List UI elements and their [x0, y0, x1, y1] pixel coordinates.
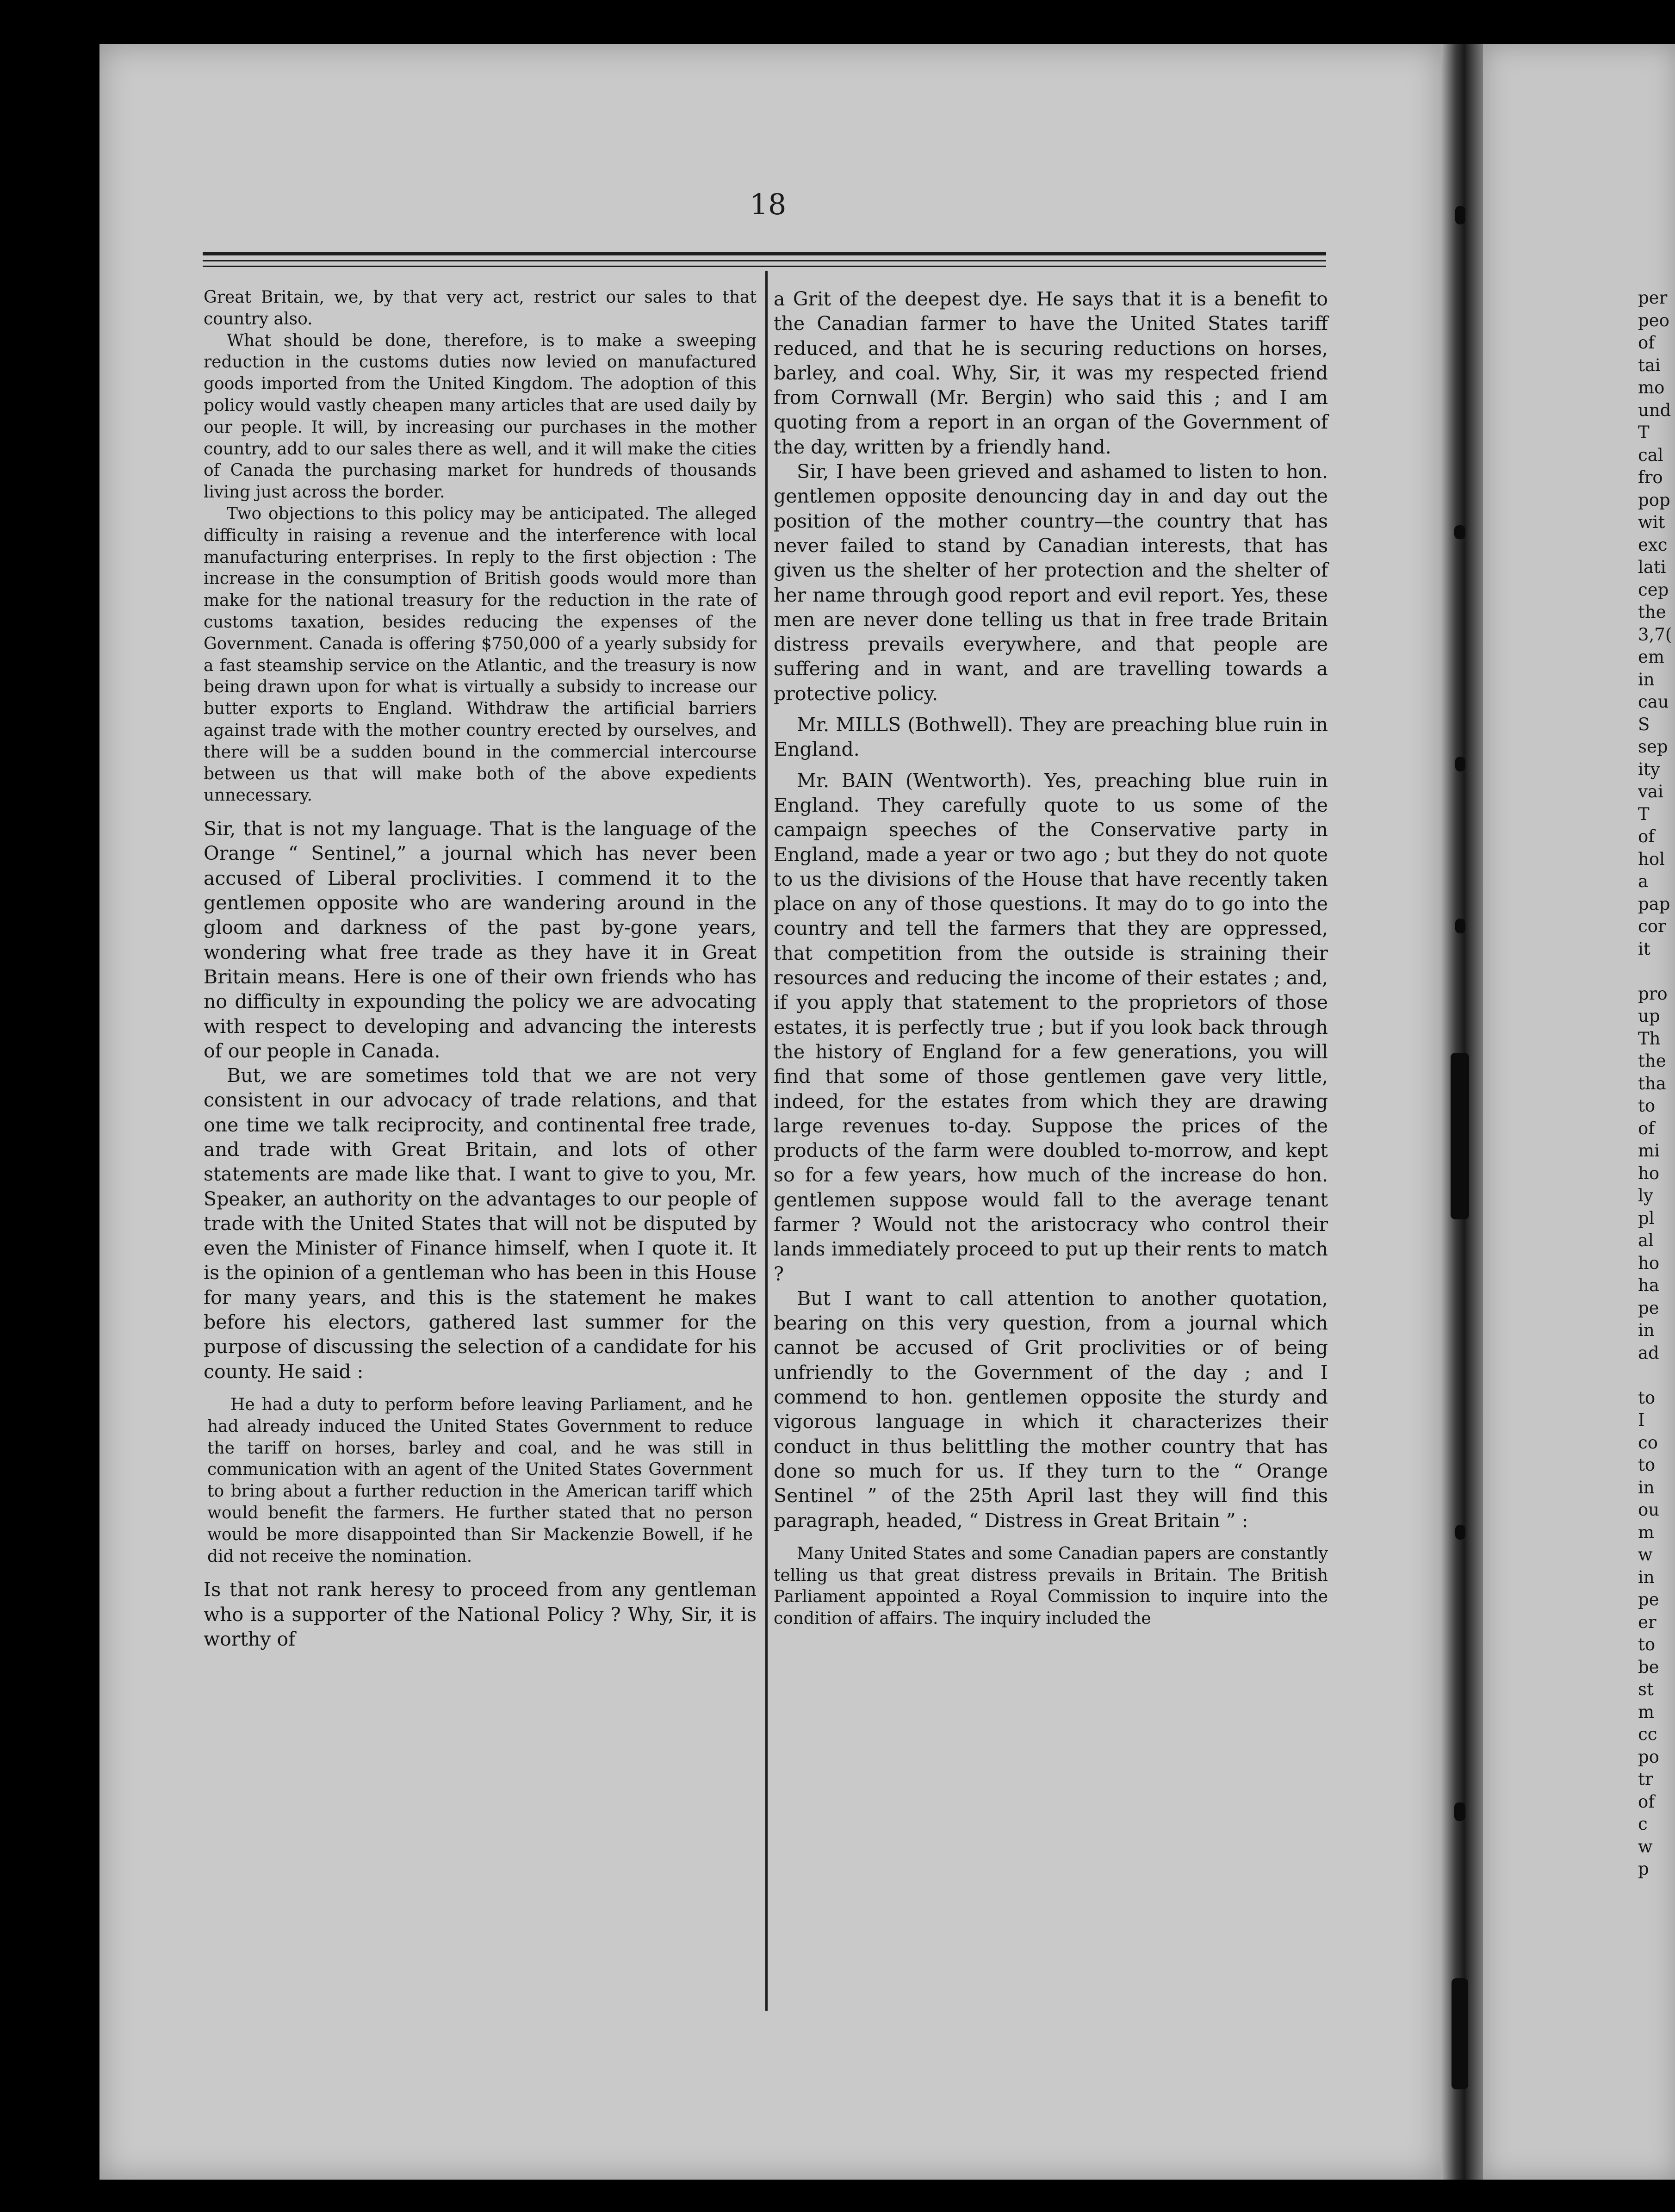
right-page-fragment: ho	[1638, 1163, 1660, 1183]
right-page-fragment: 3,7(	[1638, 624, 1672, 645]
right-page-fragment: in	[1638, 1320, 1655, 1340]
right-page-fragment: of	[1638, 333, 1655, 353]
header-rule	[203, 260, 1326, 261]
quoted-paragraph: He had a duty to perform before leaving Parliament, and he had already induced the United States Government to reduce the tariff on horses, barley and coal, and he was still in communication with an agent of the United States Government to bring about a further reduction in the American tariff which would benefit the farmers. He further stated that no person would be more disappointed than Sir Mackenzie Bowell, if he did not receive the nomination.	[207, 1395, 753, 1566]
book-gutter	[1441, 44, 1483, 2180]
right-page-fragment: exc	[1638, 534, 1668, 555]
header-rule	[203, 252, 1326, 255]
column-divider	[765, 271, 768, 2011]
speech-paragraph: But I want to call attention to another quotation, bearing on this very question, from a journal which cannot be accused of Grit proclivities or of being unfriendly to the Government of the day ; and I commend to hon. gentlemen opposite the sturdy and vigorous language in which it characterizes their conduct in thus belittling the mother country that has done so much for us. If they turn to the “ Orange Sentinel ” of the 25th April last they will find this paragraph, headed, “ Distress in Great Britain ” :	[774, 1287, 1328, 1532]
right-page-fragment: to	[1638, 1387, 1656, 1408]
right-page-fragment: tha	[1638, 1073, 1666, 1094]
speech-paragraph: Mr. BAIN (Wentworth). Yes, preaching blue ruin in England. They carefully quote to us some of the campaign speeches of the Conservative party in England, made a year or two ago ; but they do not quote to us the divisions of the House that have recently taken place on any of those questions. It may do to go into the country and tell the farmers that they are oppressed, that competition from the outside is straining their resources and reducing the income of their estates ; and, if you apply that statement to the proprietors of those estates, it is perfectly true ; but if you look back through the history of England for a few generations, you will find that some of those gentlemen gave very little, indeed, for the estates from which they are drawing large revenues to-day. Suppose the prices of the products of the farm were doubled to-morrow, and kept so for a few years, how much of the increase do hon. gentlemen suppose would fall to the average tenant farmer ? Would not the aristocracy who control their lands immediately proceed to put up their rents to match ?	[774, 769, 1328, 1285]
right-page-fragment: Th	[1638, 1028, 1661, 1049]
right-page-fragment: it	[1638, 938, 1650, 959]
speech-paragraph: But, we are sometimes told that we are not very consistent in our advocacy of trade relations, and that one time we talk reciprocity, and continental free trade, and trade with Great Britain, and lots of other statements are made like that. I want to give to you, Mr. Speaker, an authority on the advantages to our people of trade with the United States that will not be disputed by even the Minister of Finance himself, when I quote it. It is the opinion of a gentleman who has been in this House for many years, and this is the statement he makes before his electors, gathered last summer for the purpose of discussing the selection of a candidate for his county. He said :	[204, 1064, 757, 1383]
right-page-fragment: the	[1638, 602, 1666, 622]
right-page-fragment: cal	[1638, 445, 1663, 465]
right-page-fragment: in	[1638, 669, 1655, 690]
speech-paragraph: Sir, that is not my language. That is the language of the Orange “ Sentinel,” a journal which has never been accused of Liberal proclivities. I commend it to the gentlemen opposite who are wandering around in the gloom and darkness of the past by-gone years, wondering what free trade as they have it in Great Britain means. Here is one of their own friends who has no difficulty in expounding the policy we are advocating with respect to developing and advancing the interests of our people in Canada.	[204, 818, 757, 1062]
right-page-fragment: ha	[1638, 1275, 1659, 1295]
right-page-fragment: in	[1638, 1567, 1655, 1587]
right-page-fragment: co	[1638, 1432, 1658, 1453]
quoted-paragraph: Many United States and some Canadian papers are constantly telling us that great distress prevails in Britain. The British Parliament appointed a Royal Commission to inquire into the condition of affairs. The inquiry included the	[774, 1544, 1328, 1628]
page-number: 18	[750, 187, 787, 221]
right-page-fragment: w	[1638, 1545, 1653, 1565]
right-page-fragment: st	[1638, 1679, 1654, 1699]
right-page-fragment: sep	[1638, 737, 1668, 757]
right-page-fragment	[1638, 1364, 1675, 1387]
right-page-fragment: tr	[1638, 1769, 1653, 1789]
right-page-fragment: m	[1638, 1522, 1655, 1542]
right-page-fragment: be	[1638, 1657, 1659, 1677]
right-page-fragment: hol	[1638, 849, 1665, 869]
left-column	[204, 287, 757, 1652]
right-page-fragment: und	[1638, 400, 1671, 420]
right-page-fragment: cc	[1638, 1724, 1657, 1744]
right-page-fragment: ad	[1638, 1342, 1659, 1363]
right-page-fragment: pl	[1638, 1208, 1655, 1228]
gutter-mark	[1452, 1978, 1468, 2089]
right-page-fragment: w	[1638, 1836, 1653, 1857]
right-page-fragment: pe	[1638, 1298, 1659, 1318]
right-page-fragment: tai	[1638, 355, 1661, 375]
right-page-fragment: mi	[1638, 1141, 1660, 1161]
speaker-interjection: Mr. MILLS (Bothwell). They are preaching blue ruin in England.	[774, 714, 1328, 761]
right-page-fragment: m	[1638, 1702, 1655, 1722]
quoted-paragraph: What should be done, therefore, is to make a sweeping reduction in the customs duties now levied on manufactured goods imported from the United Kingdom. The adoption of this policy would vastly cheapen many articles that are used daily by our people. It will, by increasing our purchases in the mother country, add to our sales there as well, and it will make the cities of Canada the purchasing market for hundreds of thousands living just across the border.	[204, 331, 757, 502]
right-page-fragment: S	[1638, 714, 1650, 734]
right-page-fragment	[1638, 960, 1675, 983]
speech-paragraph: a Grit of the deepest dye. He says that it is a benefit to the Canadian farmer to have the United States tariff reduced, and that he is securing reductions on horses, barley, and coal. Why, Sir, it was my respected friend from Cornwall (Mr. Bergin) who said this ; and I am quoting from a report in an organ of the Government of the day, written by a friendly hand.	[774, 288, 1328, 458]
right-page-fragment: al	[1638, 1230, 1654, 1250]
header-rule	[203, 266, 1326, 267]
right-page-fragment: pop	[1638, 490, 1670, 510]
right-page-fragment: ity	[1638, 759, 1660, 779]
right-page-fragment: er	[1638, 1612, 1656, 1632]
gutter-mark	[1455, 757, 1465, 771]
right-page-fragment: vai	[1638, 782, 1663, 802]
right-page-fragment: pro	[1638, 983, 1668, 1004]
quoted-paragraph: Two objections to this policy may be anticipated. The alleged difficulty in raising a revenue and the interference with local manufacturing enterprises. In reply to the first objection : The increase in the consumption of British goods would more than make for the national treasury for the reduction in the rate of customs taxation, besides reducing the expenses of the Government. Canada is offering $750,000 of a yearly subsidy for a fast steamship service on the Atlantic, and the treasury is now being drawn upon for what is virtually a subsidy to increase our butter exports to England. Withdraw the artificial barriers against trade with the mother country erected by ourselves, and there will be a sudden bound in the commercial intercourse between us that will make both of the above expedients unnecessary.	[204, 504, 757, 805]
right-page-fragment: the	[1638, 1051, 1666, 1071]
right-page-fragment: T	[1638, 423, 1650, 442]
right-page-fragment: up	[1638, 1006, 1660, 1026]
right-page-fragment: c	[1638, 1814, 1648, 1834]
speech-paragraph: Is that not rank heresy to proceed from any gentleman who is a supporter of the National Policy ? Why, Sir, it is worthy of	[204, 1578, 757, 1650]
right-page-fragment: of	[1638, 826, 1655, 846]
right-page-fragment: ho	[1638, 1253, 1660, 1273]
middle-column	[774, 287, 1328, 1630]
right-page-fragment: I	[1638, 1410, 1645, 1430]
speech-paragraph: Sir, I have been grieved and ashamed to listen to hon. gentlemen opposite denouncing day in and day out the position of the mother country—the country that has never failed to stand by Canadian interests, that has given us the shelter of her protection and the shelter of her name through good report and evil report. Yes, these men are never done telling us that in free trade Britain distress prevails everywhere, and that people are suffering and in want, and are travelling towards a protective policy.	[774, 460, 1328, 705]
right-page-fragment: T	[1638, 804, 1650, 824]
right-page-fragment: cep	[1638, 579, 1669, 600]
right-page-fragment: in	[1638, 1477, 1655, 1497]
quoted-paragraph: Great Britain, we, by that very act, restrict our sales to that country also.	[204, 288, 757, 329]
right-page-fragment: cor	[1638, 916, 1666, 936]
gutter-mark	[1451, 1053, 1469, 1219]
gutter-mark	[1455, 1525, 1465, 1540]
right-page-fragment: ou	[1638, 1500, 1660, 1520]
right-page-fragment: peo	[1638, 310, 1669, 330]
right-page-fragment: to	[1638, 1455, 1656, 1475]
right-page-fragment: ly	[1638, 1186, 1653, 1205]
right-page-fragment: p	[1638, 1859, 1649, 1879]
right-page-fragment: cau	[1638, 692, 1669, 712]
right-page-fragment: lati	[1638, 557, 1666, 577]
gutter-mark	[1454, 525, 1465, 539]
right-page-fragment: po	[1638, 1746, 1659, 1767]
right-page-fragment: per	[1638, 288, 1668, 308]
right-page-fragment: em	[1638, 647, 1664, 667]
right-page-fragment: of	[1638, 1118, 1655, 1138]
right-page-column	[1638, 287, 1675, 1881]
gutter-mark	[1454, 1802, 1465, 1821]
right-page-fragment: to	[1638, 1634, 1656, 1654]
right-page-fragment: to	[1638, 1096, 1656, 1116]
right-page-fragment: wit	[1638, 512, 1665, 532]
right-page-fragment: fro	[1638, 467, 1663, 487]
right-page-fragment: of	[1638, 1791, 1655, 1812]
right-page-fragment: pap	[1638, 894, 1670, 914]
right-page-fragment: mo	[1638, 378, 1665, 398]
gutter-mark	[1455, 919, 1465, 933]
right-page-fragment: pe	[1638, 1590, 1659, 1609]
gutter-mark	[1455, 206, 1465, 224]
right-page-fragment: a	[1638, 871, 1649, 891]
